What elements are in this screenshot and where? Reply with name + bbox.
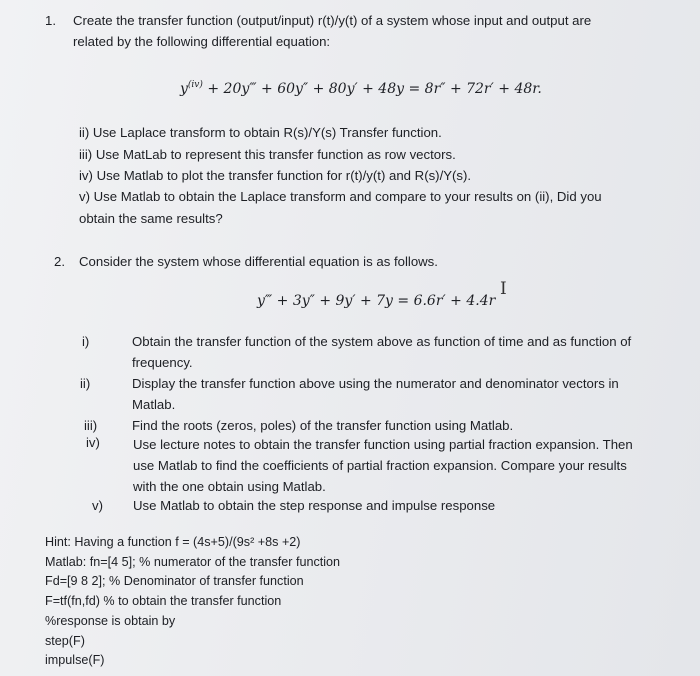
q1-text-line2: related by the following differential equation: bbox=[73, 34, 331, 49]
q2-item-v-num: v) bbox=[92, 498, 103, 513]
hint-line: %response is obtain by bbox=[45, 614, 176, 628]
hint-line: Fd=[9 8 2]; % Denominator of transfer function bbox=[45, 574, 304, 588]
q2-item-iv-line1: Use lecture notes to obtain the transfer function using partial fraction expansion. Then bbox=[133, 437, 633, 452]
q2-item-iii-line1: Find the roots (zeros, poles) of the transfer function using Matlab. bbox=[132, 418, 514, 433]
q2-item-i-line2: frequency. bbox=[132, 355, 193, 370]
q2-equation: y‴ + 3y″ + 9y′ + 7y = 6.6r′ + 4.4r bbox=[257, 293, 496, 309]
q1-part-iii: iii) Use MatLab to represent this transfer function as row vectors. bbox=[79, 147, 456, 162]
q2-item-ii-line2: Matlab. bbox=[132, 397, 176, 412]
q1-part-iv: iv) Use Matlab to plot the transfer function for r(t)/y(t) and R(s)/Y(s). bbox=[79, 168, 472, 183]
q2-item-iv-line3: with the one obtain using Matlab. bbox=[133, 479, 326, 494]
q2-item-iii-num: iii) bbox=[84, 418, 98, 433]
q2-item-ii-line1: Display the transfer function above using the numerator and denominator vectors in bbox=[132, 376, 619, 391]
q1-text-line1: Create the transfer function (output/input) r(t)/y(t) of a system whose input and output are bbox=[73, 13, 592, 28]
q2-item-v-line1: Use Matlab to obtain the step response and impulse response bbox=[133, 498, 496, 513]
q2-item-i-line1: Obtain the transfer function of the system above as function of time and as function of bbox=[132, 334, 632, 349]
hint-line: impulse(F) bbox=[45, 653, 105, 667]
q1-number: 1. bbox=[45, 13, 56, 28]
q1-equation bbox=[180, 80, 542, 97]
q1-part-ii: ii) Use Laplace transform to obtain R(s)/Y(s) Transfer function. bbox=[79, 125, 442, 140]
hint-line: step(F) bbox=[45, 634, 85, 648]
q1-eq-rest: + 20y‴ + 60y″ + 80y′ + 48y = 8r″ + 72r′ + 48r. bbox=[207, 81, 542, 97]
q2-intro: Consider the system whose differential equation is as follows. bbox=[79, 254, 438, 269]
hint-line: Matlab: fn=[4 5]; % numerator of the transfer function bbox=[45, 555, 341, 569]
q1-eq-term1: y bbox=[180, 81, 188, 97]
hint-line: Hint: Having a function f = (4s+5)/(9s² +8s +2) bbox=[45, 535, 301, 549]
q2-item-i-num: i) bbox=[82, 334, 90, 349]
q1-part-v: v) Use Matlab to obtain the Laplace transform and compare to your results on (ii), Did you bbox=[79, 189, 602, 204]
q2-item-iv-num: iv) bbox=[86, 435, 100, 450]
text-cursor-icon: I bbox=[500, 279, 507, 299]
q1-part-v-cont: obtain the same results? bbox=[79, 211, 223, 226]
q1-eq-term1-sup: (iv) bbox=[187, 80, 203, 90]
q2-item-iv-line2: use Matlab to find the coefficients of partial fraction expansion. Compare your results bbox=[133, 458, 627, 473]
hint-line: F=tf(fn,fd) % to obtain the transfer function bbox=[45, 594, 282, 608]
q2-number: 2. bbox=[54, 254, 65, 269]
q2-item-ii-num: ii) bbox=[80, 376, 91, 391]
